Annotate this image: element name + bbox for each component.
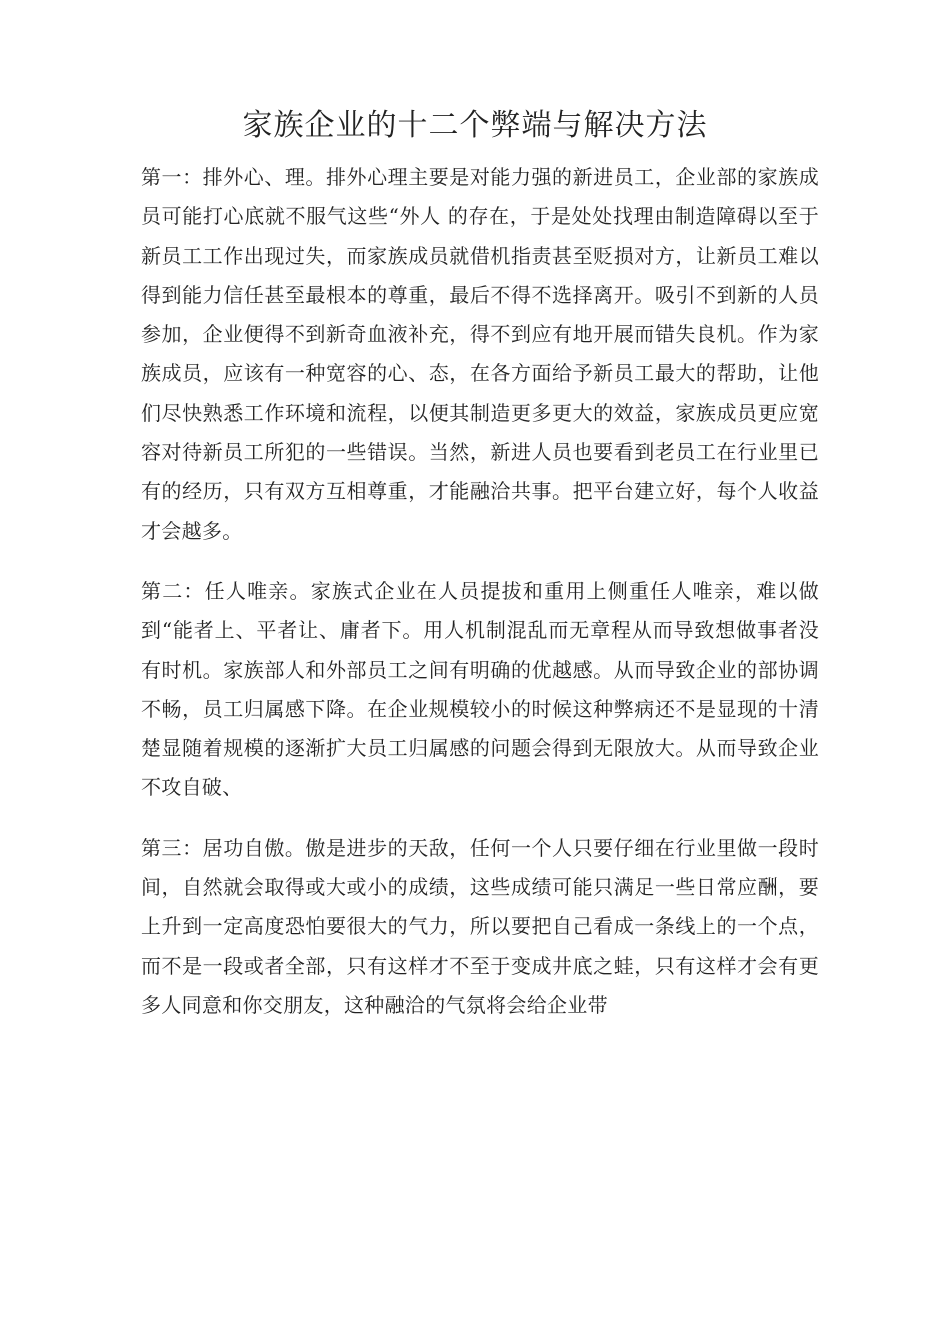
- paragraph-3: 第三：居功自傲。傲是进步的天敌，任何一个人只要仔细在行业里做一段时间，自然就会取得或大或小的成绩，这些成绩可能只满足一些日常应酬，要上升到一定高度恐怕要很大的气力，所以要把自己看成一条线上的一个点，而不是一段或者全部，只有这样才不至于变成井底之蛙，只有这样才会有更多人同意和你交朋友，这种融洽的气氛将会给企业带: [141, 835, 819, 1017]
- paragraph-2: 第二：任人唯亲。家族式企业在人员提拔和重用上侧重任人唯亲，难以做到“能者上、平者让、庸者下。用人机制混乱而无章程从而导致想做事者没有时机。家族部人和外部员工之间有明确的优越感。从而导致企业的部协调不畅，员工归属感下降。在企业规模较小的时候这种弊病还不是显现的十清楚显随着规模的逐渐扩大员工归属感的问题会得到无限放大。从而导致企业不攻自破、: [141, 578, 819, 800]
- paragraph-1: 第一：排外心、理。排外心理主要是对能力强的新进员工，企业部的家族成员可能打心底就不服气这些“外人 的存在，于是处处找理由制造障碍以至于新员工工作出现过失，而家族成员就借机指责甚至贬损对方，让新员工难以得到能力信任甚至最根本的尊重，最后不得不选择离开。吸引不到新的人员参加，企业便得不到新奇血液补充，得不到应有地开展而错失良机。作为家族成员，应该有一种宽容的心、态，在各方面给予新员工最大的帮助，让他们尽快熟悉工作环境和流程，以便其制造更多更大的效益，家族成员更应宽容对待新员工所犯的一些错误。当然，新进人员也要看到老员工在行业里已有的经历，只有双方互相尊重，才能融洽共事。把平台建立好，每个人收益才会越多。: [141, 165, 819, 543]
- document-title: 家族企业的十二个弊端与解决方法: [242, 108, 708, 143]
- document-body: [141, 158, 819, 1046]
